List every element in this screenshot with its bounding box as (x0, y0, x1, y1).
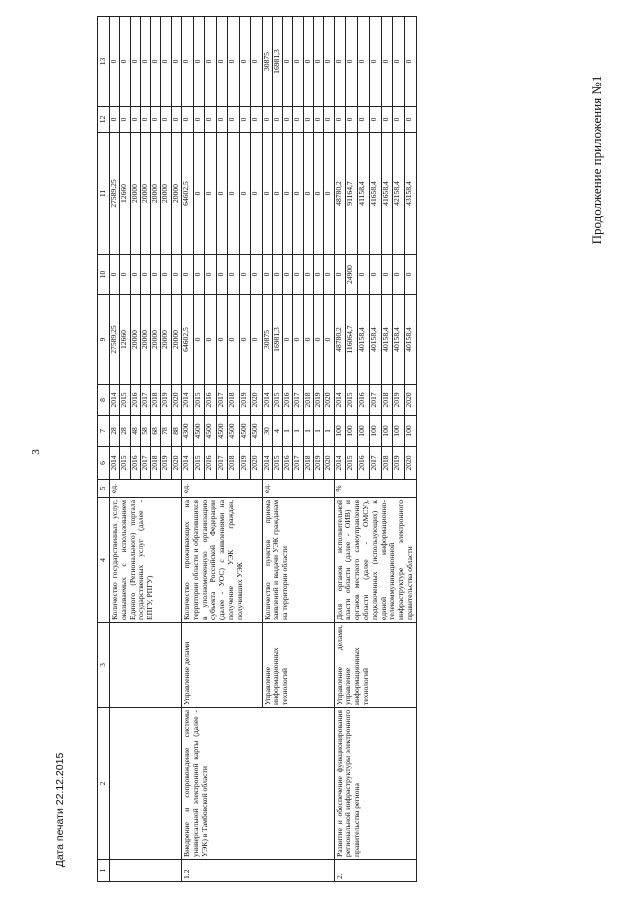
regional-value-cell: 0 (283, 133, 293, 255)
header-row (98, 17, 110, 882)
year-a-cell: 2017 (293, 447, 303, 480)
year-a-cell: 2018 (303, 447, 313, 480)
target-value-cell: 28 (120, 416, 130, 447)
year-b-cell: 2015 (272, 385, 282, 416)
year-b-cell: 2014 (334, 385, 346, 416)
target-value-cell: 100 (393, 416, 405, 447)
target-value-cell: 100 (381, 416, 393, 447)
federal-value-cell: 0 (193, 255, 205, 295)
total-value-cell: 0 (228, 295, 240, 385)
other-value-cell: 0 (120, 17, 130, 107)
federal-value-cell: 0 (161, 255, 171, 295)
other-value-cell: 0 (228, 17, 240, 107)
page-title: Продолжение приложения №1 (589, 75, 604, 245)
year-a-cell: 2015 (193, 447, 205, 480)
regional-value-cell: 20000 (171, 133, 181, 255)
year-b-cell: 2019 (314, 385, 324, 416)
regional-value-cell: 41658,4 (369, 133, 381, 255)
other-value-cell: 0 (303, 17, 313, 107)
year-b-cell: 2018 (228, 385, 240, 416)
regional-value-cell: 0 (272, 133, 282, 255)
regional-value-cell: 48780,2 (334, 133, 346, 255)
header-cell: 11 (98, 133, 110, 255)
local-value-cell: 0 (272, 107, 282, 133)
total-value-cell: 30875 (262, 295, 272, 385)
year-b-cell: 2018 (303, 385, 313, 416)
unit-cell: ед. (110, 480, 182, 498)
year-a-cell: 2018 (381, 447, 393, 480)
header-cell: 5 (98, 480, 110, 498)
year-b-cell: 2019 (239, 385, 251, 416)
other-value-cell: 0 (381, 17, 393, 107)
target-value-cell: 4 (272, 416, 282, 447)
table-row (110, 17, 120, 882)
regional-value-cell: 91164,7 (346, 133, 358, 255)
local-value-cell: 0 (393, 107, 405, 133)
federal-value-cell: 0 (120, 255, 130, 295)
program-table (97, 16, 417, 882)
year-b-cell: 2017 (369, 385, 381, 416)
local-value-cell: 0 (110, 107, 120, 133)
target-value-cell: 4500 (251, 416, 263, 447)
header-cell: 2 (98, 708, 110, 860)
other-value-cell: 0 (405, 17, 417, 107)
other-value-cell: 16981,3 (272, 17, 282, 107)
local-value-cell: 0 (228, 107, 240, 133)
other-value-cell: 0 (346, 17, 358, 107)
regional-value-cell: 20000 (140, 133, 150, 255)
year-b-cell: 2020 (171, 385, 181, 416)
other-value-cell: 0 (293, 17, 303, 107)
header-cell: 12 (98, 107, 110, 133)
total-value-cell: 40158,4 (381, 295, 393, 385)
federal-value-cell: 0 (205, 255, 217, 295)
header-cell: 13 (98, 17, 110, 107)
header-cell: 6 (98, 447, 110, 480)
year-b-cell: 2015 (120, 385, 130, 416)
total-value-cell: 0 (251, 295, 263, 385)
local-value-cell: 0 (193, 107, 205, 133)
other-value-cell: 0 (171, 17, 181, 107)
year-a-cell: 2016 (283, 447, 293, 480)
other-value-cell: 0 (393, 17, 405, 107)
local-value-cell: 0 (324, 107, 334, 133)
target-value-cell: 1 (324, 416, 334, 447)
target-value-cell: 100 (358, 416, 370, 447)
total-value-cell: 0 (293, 295, 303, 385)
federal-value-cell: 0 (239, 255, 251, 295)
other-value-cell: 0 (314, 17, 324, 107)
local-value-cell: 0 (130, 107, 140, 133)
target-value-cell: 4500 (228, 416, 240, 447)
target-value-cell: 68 (151, 416, 161, 447)
indicator-cell: Количество проживающих на территории области и обратившихся в уполномоченную организацию субъекта Российской Федерации (далее - УОС) с заявлениями на получение УЭК граждан, получивших УЭК (182, 498, 263, 623)
year-b-cell: 2016 (358, 385, 370, 416)
regional-value-cell: 0 (262, 133, 272, 255)
local-value-cell: 0 (239, 107, 251, 133)
local-value-cell: 0 (381, 107, 393, 133)
federal-value-cell: 0 (358, 255, 370, 295)
total-value-cell: 0 (303, 295, 313, 385)
total-value-cell: 40158,4 (393, 295, 405, 385)
other-value-cell: 0 (151, 17, 161, 107)
indicator-cell: Количество государственных услуг, оказываемых с использованием Единого (Регионального) портала государственных услуг (далее - ЕПГУ, РПГУ) (110, 498, 182, 623)
year-a-cell: 2020 (324, 447, 334, 480)
regional-value-cell: 0 (251, 133, 263, 255)
header-cell: 1 (98, 860, 110, 882)
target-value-cell: 28 (110, 416, 120, 447)
responsible-cell: Управление делами (182, 623, 263, 708)
federal-value-cell: 0 (393, 255, 405, 295)
activity-name-cell: Развитие и обеспечение функционирования региональной инфраструктуры электронного правительства региона (334, 708, 416, 860)
year-b-cell: 2020 (251, 385, 263, 416)
rotated-table-container (97, 17, 515, 882)
federal-value-cell: 0 (324, 255, 334, 295)
federal-value-cell: 0 (182, 255, 194, 295)
page-number: 3 (30, 449, 42, 455)
federal-value-cell: 0 (293, 255, 303, 295)
local-value-cell: 0 (205, 107, 217, 133)
regional-value-cell: 0 (324, 133, 334, 255)
year-b-cell: 2014 (182, 385, 194, 416)
other-value-cell: 0 (161, 17, 171, 107)
table-body (98, 17, 417, 882)
local-value-cell: 0 (120, 107, 130, 133)
federal-value-cell: 0 (228, 255, 240, 295)
federal-value-cell: 0 (262, 255, 272, 295)
local-value-cell: 0 (314, 107, 324, 133)
other-value-cell: 0 (193, 17, 205, 107)
total-value-cell: 40158,4 (405, 295, 417, 385)
federal-value-cell: 0 (283, 255, 293, 295)
year-a-cell: 2016 (205, 447, 217, 480)
federal-value-cell: 0 (171, 255, 181, 295)
local-value-cell: 0 (216, 107, 228, 133)
indicator-cell: Доля органов исполнительной власти области (далее - ОИВ) и органов местного самоуправления области (далее - ОМСУ), подключенных (использующих) к единой информационно-телекоммуникационной инфраструктуре электронного правительства области (334, 498, 416, 623)
local-value-cell: 0 (182, 107, 194, 133)
header-cell: 3 (98, 623, 110, 708)
year-a-cell: 2017 (140, 447, 150, 480)
regional-value-cell: 0 (193, 133, 205, 255)
year-a-cell: 2019 (239, 447, 251, 480)
year-a-cell: 2018 (228, 447, 240, 480)
other-value-cell: 0 (110, 17, 120, 107)
local-value-cell: 0 (262, 107, 272, 133)
header-cell: 8 (98, 385, 110, 416)
federal-value-cell: 0 (151, 255, 161, 295)
other-value-cell: 0 (251, 17, 263, 107)
regional-value-cell: 42158,4 (393, 133, 405, 255)
target-value-cell: 100 (334, 416, 346, 447)
year-b-cell: 2020 (405, 385, 417, 416)
federal-value-cell: 0 (303, 255, 313, 295)
target-value-cell: 4500 (216, 416, 228, 447)
year-b-cell: 2020 (324, 385, 334, 416)
target-value-cell: 1 (303, 416, 313, 447)
year-a-cell: 2020 (405, 447, 417, 480)
total-value-cell: 40158,4 (369, 295, 381, 385)
regional-value-cell: 20000 (151, 133, 161, 255)
local-value-cell: 0 (171, 107, 181, 133)
target-value-cell: 100 (405, 416, 417, 447)
target-value-cell: 4500 (239, 416, 251, 447)
regional-value-cell: 20000 (130, 133, 140, 255)
local-value-cell: 0 (358, 107, 370, 133)
local-value-cell: 0 (161, 107, 171, 133)
other-value-cell: 0 (216, 17, 228, 107)
total-value-cell: 20000 (161, 295, 171, 385)
responsible-cell: Управление делами, управление информационных технологий (334, 623, 416, 708)
total-value-cell: 48780,2 (334, 295, 346, 385)
total-value-cell: 0 (193, 295, 205, 385)
target-value-cell: 1 (283, 416, 293, 447)
year-b-cell: 2018 (381, 385, 393, 416)
federal-value-cell: 0 (140, 255, 150, 295)
target-value-cell: 78 (161, 416, 171, 447)
local-value-cell: 0 (303, 107, 313, 133)
total-value-cell: 20000 (151, 295, 161, 385)
year-b-cell: 2015 (346, 385, 358, 416)
local-value-cell: 0 (346, 107, 358, 133)
year-b-cell: 2018 (151, 385, 161, 416)
regional-value-cell: 41158,4 (358, 133, 370, 255)
regional-value-cell: 0 (293, 133, 303, 255)
target-value-cell: 58 (140, 416, 150, 447)
total-value-cell: 0 (283, 295, 293, 385)
year-b-cell: 2016 (283, 385, 293, 416)
header-cell: 7 (98, 416, 110, 447)
federal-value-cell: 24900 (346, 255, 358, 295)
year-a-cell: 2018 (151, 447, 161, 480)
year-a-cell: 2019 (161, 447, 171, 480)
total-value-cell: 40158,4 (358, 295, 370, 385)
other-value-cell: 0 (324, 17, 334, 107)
local-value-cell: 0 (369, 107, 381, 133)
year-b-cell: 2019 (393, 385, 405, 416)
target-value-cell: 4300 (182, 416, 194, 447)
local-value-cell: 0 (334, 107, 346, 133)
unit-cell: ед. (262, 480, 334, 498)
regional-value-cell: 0 (205, 133, 217, 255)
row-number-cell: 2. (334, 860, 416, 882)
other-value-cell: 30875 (262, 17, 272, 107)
year-a-cell: 2014 (182, 447, 194, 480)
year-a-cell: 2019 (314, 447, 324, 480)
year-b-cell: 2016 (130, 385, 140, 416)
federal-value-cell: 0 (314, 255, 324, 295)
year-b-cell: 2019 (161, 385, 171, 416)
regional-value-cell: 0 (314, 133, 324, 255)
other-value-cell: 0 (369, 17, 381, 107)
year-a-cell: 2020 (251, 447, 263, 480)
target-value-cell: 48 (130, 416, 140, 447)
target-value-cell: 30 (262, 416, 272, 447)
year-a-cell: 2014 (110, 447, 120, 480)
table-row (334, 17, 346, 882)
regional-value-cell: 0 (228, 133, 240, 255)
total-value-cell: 0 (314, 295, 324, 385)
header-cell: 4 (98, 498, 110, 623)
year-b-cell: 2014 (262, 385, 272, 416)
local-value-cell: 0 (151, 107, 161, 133)
activity-name-cell: Внедрение и сопровождение системы универсальной электронной карты (далее - УЭК) в Тамбовской области (182, 708, 335, 860)
total-value-cell: 0 (239, 295, 251, 385)
year-a-cell: 2014 (334, 447, 346, 480)
regional-value-cell: 12660 (120, 133, 130, 255)
year-a-cell: 2020 (171, 447, 181, 480)
target-value-cell: 1 (293, 416, 303, 447)
target-value-cell: 4500 (205, 416, 217, 447)
other-value-cell: 0 (140, 17, 150, 107)
regional-value-cell: 41658,4 (381, 133, 393, 255)
federal-value-cell: 0 (251, 255, 263, 295)
total-value-cell: 12660 (120, 295, 130, 385)
print-date: Дата печати 22.12.2015 (54, 752, 66, 868)
other-value-cell: 0 (130, 17, 140, 107)
year-a-cell: 2016 (358, 447, 370, 480)
local-value-cell: 0 (283, 107, 293, 133)
header-cell: 9 (98, 295, 110, 385)
year-a-cell: 2015 (120, 447, 130, 480)
federal-value-cell: 0 (216, 255, 228, 295)
regional-value-cell: 0 (303, 133, 313, 255)
total-value-cell: 116064,7 (346, 295, 358, 385)
total-value-cell: 20000 (140, 295, 150, 385)
year-a-cell: 2015 (346, 447, 358, 480)
year-b-cell: 2014 (110, 385, 120, 416)
activity-name-cell (110, 708, 182, 860)
year-b-cell: 2017 (140, 385, 150, 416)
regional-value-cell: 43158,4 (405, 133, 417, 255)
target-value-cell: 100 (346, 416, 358, 447)
unit-cell: % (334, 480, 416, 498)
target-value-cell: 4500 (193, 416, 205, 447)
row-number-cell: 1.2 (182, 860, 335, 882)
local-value-cell: 0 (405, 107, 417, 133)
local-value-cell: 0 (293, 107, 303, 133)
target-value-cell: 100 (369, 416, 381, 447)
other-value-cell: 0 (205, 17, 217, 107)
year-a-cell: 2015 (272, 447, 282, 480)
year-a-cell: 2016 (130, 447, 140, 480)
federal-value-cell: 0 (130, 255, 140, 295)
unit-cell: ед. (182, 480, 263, 498)
year-a-cell: 2017 (369, 447, 381, 480)
local-value-cell: 0 (140, 107, 150, 133)
federal-value-cell: 0 (110, 255, 120, 295)
total-value-cell: 20000 (130, 295, 140, 385)
other-value-cell: 0 (358, 17, 370, 107)
regional-value-cell: 0 (216, 133, 228, 255)
federal-value-cell: 0 (381, 255, 393, 295)
total-value-cell: 64602,5 (182, 295, 194, 385)
target-value-cell: 88 (171, 416, 181, 447)
total-value-cell: 0 (216, 295, 228, 385)
total-value-cell: 27589,25 (110, 295, 120, 385)
regional-value-cell: 0 (239, 133, 251, 255)
local-value-cell: 0 (251, 107, 263, 133)
responsible-cell (110, 623, 182, 708)
other-value-cell: 0 (182, 17, 194, 107)
regional-value-cell: 27589,25 (110, 133, 120, 255)
year-b-cell: 2016 (205, 385, 217, 416)
other-value-cell: 0 (239, 17, 251, 107)
regional-value-cell: 20000 (161, 133, 171, 255)
row-number-cell (110, 860, 182, 882)
other-value-cell: 0 (283, 17, 293, 107)
federal-value-cell: 0 (369, 255, 381, 295)
year-b-cell: 2017 (216, 385, 228, 416)
total-value-cell: 0 (205, 295, 217, 385)
other-value-cell: 0 (334, 17, 346, 107)
year-a-cell: 2017 (216, 447, 228, 480)
header-cell: 10 (98, 255, 110, 295)
federal-value-cell: 0 (272, 255, 282, 295)
total-value-cell: 0 (324, 295, 334, 385)
year-a-cell: 2019 (393, 447, 405, 480)
regional-value-cell: 64602,5 (182, 133, 194, 255)
federal-value-cell: 0 (405, 255, 417, 295)
year-b-cell: 2017 (293, 385, 303, 416)
total-value-cell: 16981,3 (272, 295, 282, 385)
responsible-cell: Управление информационных технологий (262, 623, 334, 708)
total-value-cell: 20000 (171, 295, 181, 385)
year-b-cell: 2015 (193, 385, 205, 416)
target-value-cell: 1 (314, 416, 324, 447)
indicator-cell: Количество пунктов приема заявлений и выдачи УЭК гражданам на территории области (262, 498, 334, 623)
federal-value-cell: 0 (334, 255, 346, 295)
table-row (182, 17, 194, 882)
year-a-cell: 2014 (262, 447, 272, 480)
